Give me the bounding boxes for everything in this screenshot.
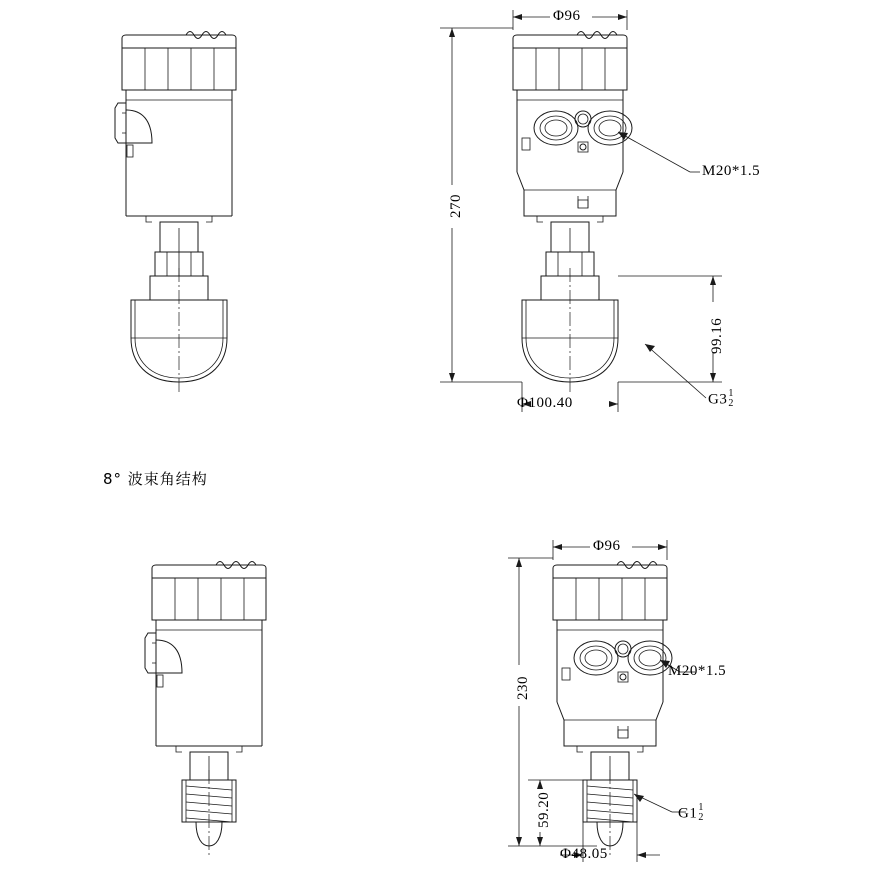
top-left-front-view-geometry bbox=[115, 32, 236, 393]
dim-label-antenna-height: 99.16 bbox=[709, 317, 725, 354]
callout-label-cable-thread-lower: M20*1.5 bbox=[668, 663, 727, 679]
dim-label-thread-diameter: Φ48.05 bbox=[560, 846, 608, 862]
callout-label-process-thread-lower bbox=[678, 804, 704, 824]
process-thread-text-upper: G3 bbox=[708, 391, 728, 408]
process-thread-text-lower: G1 bbox=[678, 805, 698, 822]
process-thread-fraction-upper: 1 2 bbox=[728, 388, 734, 409]
dim-label-overall-height-lower: 230 bbox=[515, 676, 531, 700]
dim-label-top-diameter-upper: Φ96 bbox=[553, 8, 581, 24]
dim-label-overall-height-upper: 270 bbox=[448, 194, 464, 218]
dim-label-thread-length: 59.20 bbox=[536, 791, 552, 828]
dim-label-top-diameter-lower: Φ96 bbox=[593, 538, 621, 554]
dim-label-antenna-diameter: Φ100.40 bbox=[517, 395, 573, 411]
beam-angle-note: 8° 波束角结构 bbox=[103, 470, 208, 488]
bottom-left-front-view-geometry bbox=[145, 562, 266, 857]
top-right-dimensioned-view-geometry bbox=[440, 10, 722, 412]
callout-label-cable-thread-upper: M20*1.5 bbox=[702, 163, 761, 179]
process-thread-fraction-lower: 1 2 bbox=[698, 802, 704, 823]
callout-label-process-thread-upper bbox=[708, 390, 734, 410]
